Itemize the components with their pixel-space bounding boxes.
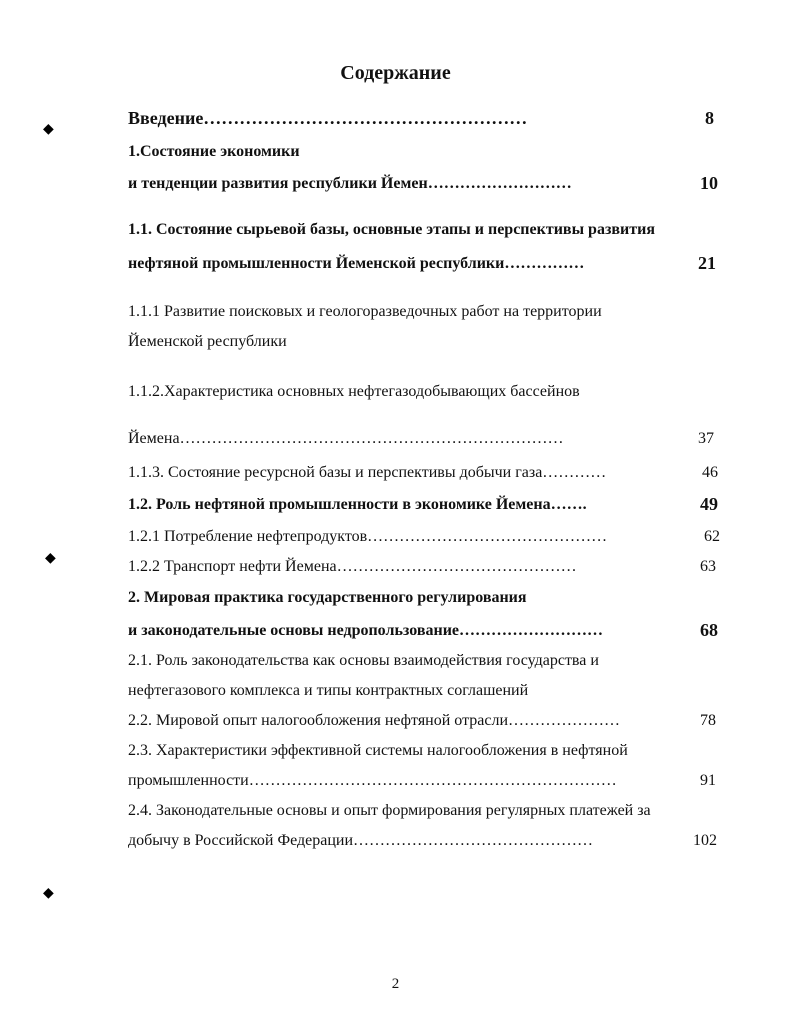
toc-entry-text: промышленности…………………………………………………………… bbox=[128, 772, 617, 789]
page-number: 2 bbox=[391, 976, 400, 992]
toc-entry-text: 1.2. Роль нефтяной промышленности в экономике Йемена……. bbox=[128, 496, 587, 513]
toc-entry-text: и тенденции развития республики Йемен……………………… bbox=[128, 175, 572, 192]
binding-hole-mark: ◆ bbox=[43, 886, 54, 901]
page-title: Содержание bbox=[340, 62, 451, 84]
toc-entry-text: 2. Мировая практика государственного регулирования bbox=[128, 589, 527, 606]
toc-entry-page: 37 bbox=[698, 430, 714, 447]
toc-entry-text: 2.3. Характеристики эффективной системы налогообложения в нефтяной bbox=[128, 742, 628, 759]
toc-entry-text: и законодательные основы недропользование……………………… bbox=[128, 622, 604, 639]
toc-entry-text: Йеменской республики bbox=[128, 333, 287, 350]
toc-entry-text: 1.1.2.Характеристика основных нефтегазодобывающих бассейнов bbox=[128, 383, 580, 400]
toc-entry-text: 1.2.1 Потребление нефтепродуктов……………………………………… bbox=[128, 528, 608, 545]
toc-entry-text: 1.1. Состояние сырьевой базы, основные этапы и перспективы развития bbox=[128, 221, 655, 238]
toc-entry-text: нефтяной промышленности Йеменской республики…………… bbox=[128, 255, 585, 272]
toc-entry-page: 91 bbox=[700, 772, 716, 789]
toc-entry-page: 68 bbox=[700, 620, 718, 640]
toc-entry-page: 78 bbox=[700, 712, 716, 729]
toc-entry-text: 1.2.2 Транспорт нефти Йемена……………………………………… bbox=[128, 558, 577, 575]
toc-entry-page: 62 bbox=[704, 528, 720, 545]
toc-entry-text: 2.2. Мировой опыт налогообложения нефтяной отрасли………………… bbox=[128, 712, 621, 729]
toc-entry-page: 10 bbox=[700, 173, 718, 193]
toc-entry-text: добычу в Российской Федерации……………………………………… bbox=[128, 832, 594, 849]
toc-entry-text: Йемена……………………………………………………………… bbox=[128, 430, 564, 447]
toc-entry-page: 21 bbox=[698, 253, 716, 273]
toc-entry-text: 1.1.3. Состояние ресурсной базы и перспективы добычи газа………… bbox=[128, 464, 607, 481]
toc-entry-text: 1.1.1 Развитие поисковых и геологоразведочных работ на территории bbox=[128, 303, 602, 320]
toc-entry-page: 63 bbox=[700, 558, 716, 575]
toc-entry-page: 8 bbox=[705, 108, 714, 128]
toc-entry-text: нефтегазового комплекса и типы контрактных соглашений bbox=[128, 682, 529, 699]
toc-entry-text: 2.1. Роль законодательства как основы взаимодействия государства и bbox=[128, 652, 599, 669]
toc-entry-text: 1.Состояние экономики bbox=[128, 143, 300, 160]
toc-entry-page: 49 bbox=[700, 494, 718, 514]
toc-entry-text: 2.4. Законодательные основы и опыт формирования регулярных платежей за bbox=[128, 802, 651, 819]
binding-hole-mark: ◆ bbox=[43, 122, 54, 137]
toc-entry-page: 102 bbox=[693, 832, 717, 849]
toc-entry-text: Введение……………………………………………… bbox=[128, 108, 528, 128]
toc-entry-page: 46 bbox=[702, 464, 718, 481]
binding-hole-mark: ◆ bbox=[45, 551, 56, 566]
